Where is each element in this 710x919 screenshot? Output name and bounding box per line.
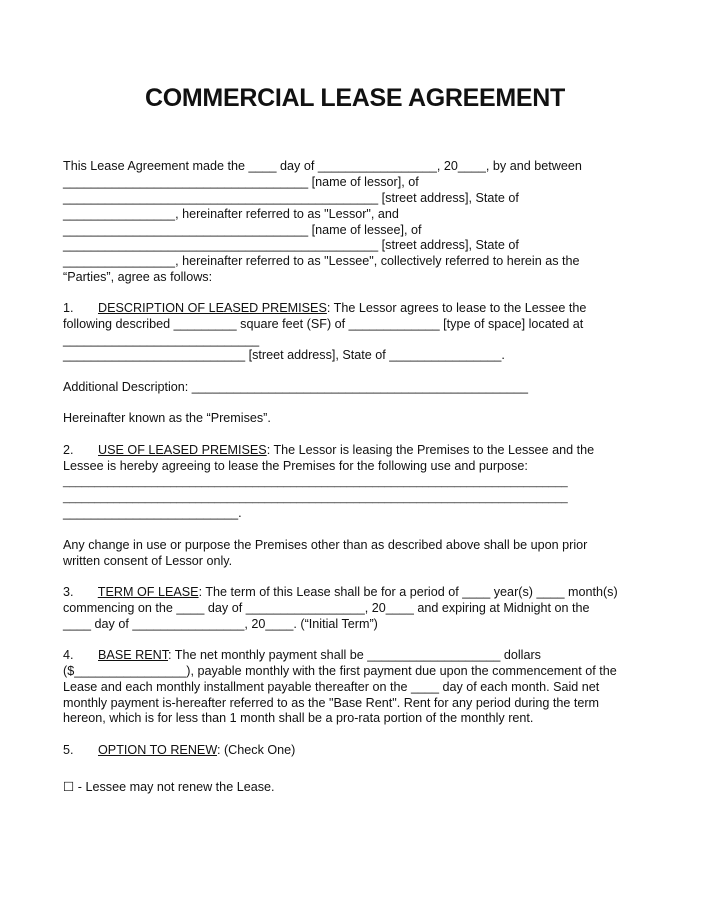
section-3-line-2: commencing on the ____ day of _________________, 20____ and expiring at Midnight on the [63, 601, 590, 615]
lessee-address-line: _____________________________________________ [street address], State of [63, 238, 519, 252]
parties-line: “Parties”, agree as follows: [63, 270, 213, 284]
additional-description-line: Additional Description: ________________________________________________ [63, 380, 528, 394]
section-1-line-3: ____________________________ [63, 333, 260, 347]
use-blank-line-3: _________________________. [63, 506, 242, 520]
section-3-heading-line [63, 585, 618, 600]
section-4-number: 4. [63, 648, 74, 662]
renew-option-checkbox-line[interactable]: ☐ - Lessee may not renew the Lease. [63, 780, 275, 794]
section-3-line-3: ____ day of ________________, 20____. (“Initial Term”) [63, 617, 378, 631]
change-of-use-line-1: Any change in use or purpose the Premises other than as described above shall be upon prior [63, 538, 588, 552]
intro-line: This Lease Agreement made the ____ day of _________________, 20____, by and between [63, 159, 582, 173]
section-1-heading: DESCRIPTION OF LEASED PREMISES [98, 301, 327, 315]
lessor-state-line: ________________, hereinafter referred to as "Lessor", and [63, 207, 399, 221]
lessor-address-line: _____________________________________________ [street address], State of [63, 191, 519, 205]
section-3-text: : The term of this Lease shall be for a period of ____ year(s) ____ month(s) [198, 585, 618, 599]
change-of-use-line-2: written consent of Lessor only. [63, 554, 233, 568]
section-3-number: 3. [63, 585, 74, 599]
section-4-line-2: ($________________), payable monthly with the first payment due upon the commencement of the [63, 664, 617, 678]
premises-line: Hereinafter known as the “Premises”. [63, 411, 271, 425]
section-5-heading: OPTION TO RENEW [98, 743, 217, 757]
use-blank-line-2: ________________________________________________________________________________ [63, 492, 568, 504]
section-1-heading-line [63, 301, 586, 316]
section-4-heading: BASE RENT [98, 648, 169, 662]
section-4-line-3: Lease and each monthly installment payable thereafter on the ____ day of each month. Said net [63, 680, 600, 694]
use-blank-line-1: ________________________________________________________________________________ [63, 476, 568, 488]
section-1-text: : The Lessor agrees to lease to the Lessee the [326, 301, 587, 315]
section-4-text: : The net monthly payment shall be ___________________ dollars [168, 648, 541, 662]
section-3-heading: TERM OF LEASE [97, 585, 199, 599]
section-2-number: 2. [63, 443, 74, 457]
section-1-number: 1. [63, 301, 74, 315]
section-4-line-4: monthly payment is-hereafter referred to as the "Base Rent". Rent for any period during the term [63, 696, 600, 710]
lessee-name-line: ___________________________________ [name of lessee], of [63, 223, 422, 237]
document-title: COMMERCIAL LEASE AGREEMENT [145, 84, 565, 112]
section-5-number: 5. [63, 743, 74, 757]
lessor-name-line: ___________________________________ [name of lessor], of [63, 175, 419, 189]
section-2-text: : The Lessor is leasing the Premises to the Lessee and the [266, 443, 595, 457]
section-1-line-2: following described _________ square feet (SF) of _____________ [type of space] located at [63, 317, 584, 331]
section-4-heading-line [63, 648, 541, 663]
section-2-heading: USE OF LEASED PREMISES [98, 443, 267, 457]
lessee-state-line: ________________, hereinafter referred to as "Lessee", collectively referred to herein as the [63, 254, 580, 268]
section-5-heading-line [63, 743, 295, 758]
section-4-line-5: hereon, which is for less than 1 month shall be a pro-rata portion of the monthly rent. [63, 711, 534, 725]
section-2-heading-line [63, 443, 594, 458]
section-1-line-4: __________________________ [street address], State of ________________. [63, 348, 505, 362]
section-5-text: : (Check One) [216, 743, 296, 757]
section-2-line-2: Lessee is hereby agreeing to lease the Premises for the following use and purpose: [63, 459, 528, 473]
